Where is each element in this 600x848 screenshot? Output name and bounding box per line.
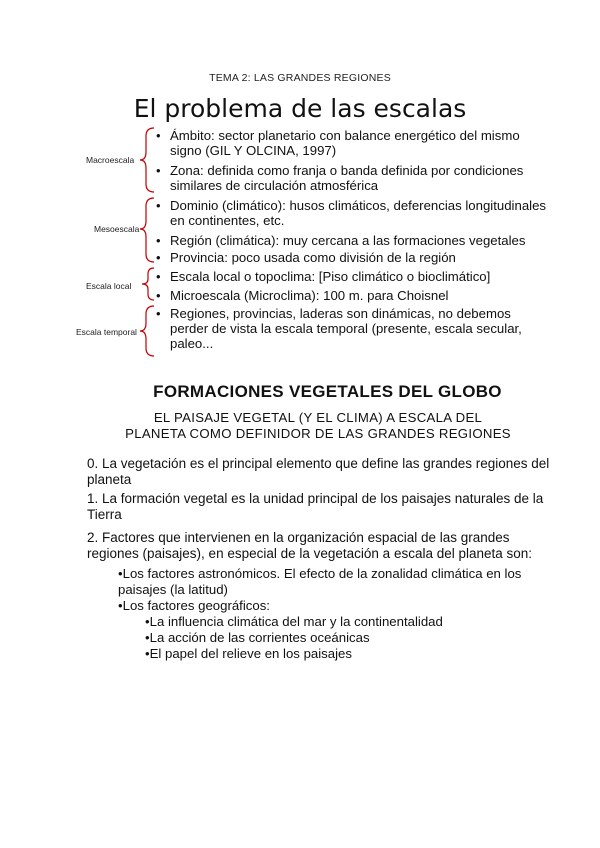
scale-label-escala-local: Escala local bbox=[86, 281, 132, 291]
brace-mesoescala bbox=[140, 198, 154, 262]
document-header: TEMA 2: LAS GRANDES REGIONES bbox=[209, 72, 391, 84]
factor-geograficos: •Los factores geográficos: bbox=[118, 598, 270, 613]
subfactor-relieve: •El papel del relieve en los paisajes bbox=[145, 646, 352, 661]
brace-macroescala bbox=[140, 128, 154, 192]
scale-label-escala-temporal: Escala temporal bbox=[76, 327, 137, 337]
scale-label-mesoescala: Mesoescala bbox=[94, 224, 140, 234]
brace-escala-local bbox=[142, 268, 154, 300]
paragraph-0: 0. La vegetación es el principal elemento que define las grandes regiones del planeta bbox=[87, 456, 550, 487]
paragraph-2: 2. Factores que intervienen en la organización espacial de las grandes regiones (paisajes), en especial de la vegetación a escala del planeta son: bbox=[87, 530, 533, 561]
factor-astronomicos: •Los factores astronómicos. El efecto de la zonalidad climática en los paisajes (la latitud) bbox=[118, 566, 522, 597]
section-subheading-line1: EL PAISAJE VEGETAL (Y EL CLIMA) A ESCALA DEL bbox=[153, 410, 483, 425]
brace-escala-temporal bbox=[140, 306, 154, 356]
scale-label-macroescala: Macroescala bbox=[86, 155, 135, 165]
section-heading: FORMACIONES VEGETALES DEL GLOBO bbox=[153, 382, 502, 401]
subfactor-corrientes: •La acción de las corrientes oceánicas bbox=[145, 630, 370, 645]
paragraph-1: 1. La formación vegetal es la unidad principal de los paisajes naturales de la Tierra bbox=[87, 491, 544, 522]
subfactor-mar: •La influencia climática del mar y la continentalidad bbox=[145, 614, 443, 629]
page-title: El problema de las escalas bbox=[133, 94, 467, 123]
section-subheading-line2: PLANETA COMO DEFINIDOR DE LAS GRANDES REGIONES bbox=[125, 426, 511, 441]
